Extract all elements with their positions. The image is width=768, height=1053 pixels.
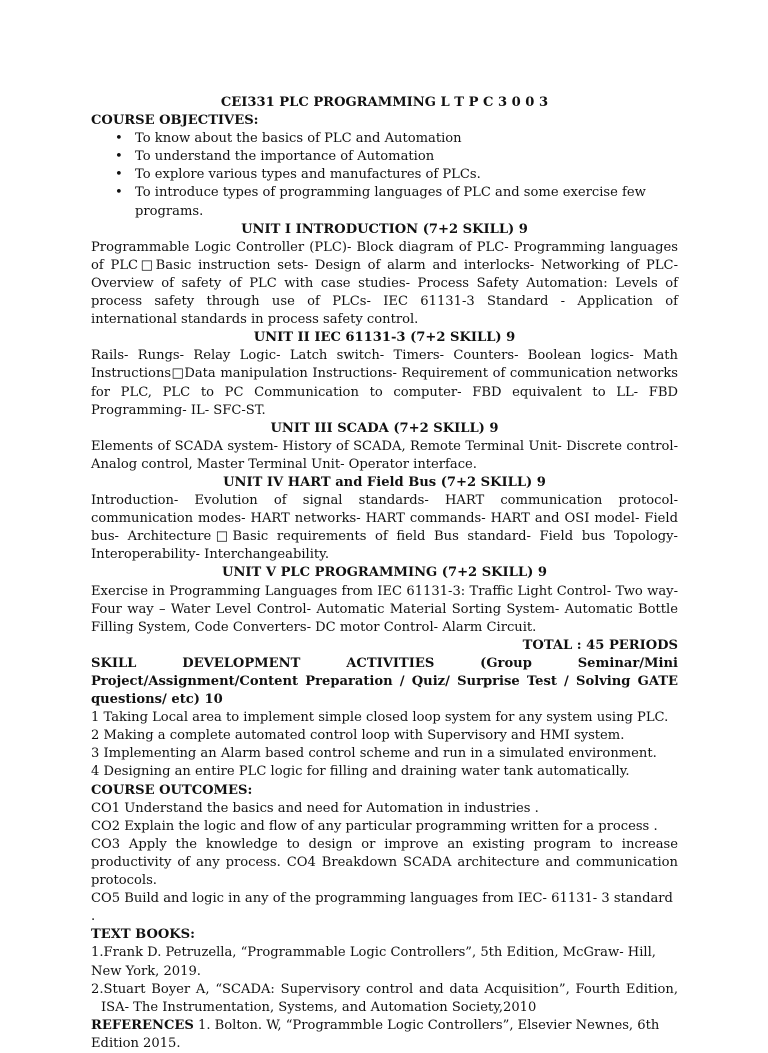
list-item: CO5 Build and logic in any of the programming languages from IEC- 61131- 3 standard .: [91, 891, 673, 925]
references-text: 1. Bolton. W, “Programmble Logic Controllers”, Elsevier Newnes, 6th Edition 2015.: [91, 1017, 660, 1051]
unit-body: Exercise in Programming Languages from IEC 61131-3: Traffic Light Control- Two way- Four way – Water Level Control- Automatic Material Sorting System- Automatic Bottle Filling System, Code Converters- DC motor Control- Alarm Circuit.: [91, 583, 678, 635]
list-item: 4 Designing an entire PLC logic for filling and draining water tank automatically.: [91, 764, 630, 780]
total-periods: TOTAL : 45 PERIODS: [522, 637, 678, 653]
list-item: 2 Making a complete automated control loop with Supervisory and HMI system.: [91, 728, 625, 744]
objectives-list: [91, 130, 678, 220]
list-item: CO3 Apply the knowledge to design or improve an existing program to increase productivity of any process. CO4 Breakdown SCADA architecture and communication protocols.: [91, 836, 678, 889]
references-label: REFERENCES: [91, 1017, 194, 1033]
unit-heading: UNIT III SCADA (7+2 SKILL) 9: [270, 420, 499, 436]
objectives-heading: COURSE OBJECTIVES:: [91, 113, 259, 129]
unit-body: Introduction- Evolution of signal standards- HART communication protocol- communication modes- HART networks- HART commands- HART and OSI model- Field bus- Architecture□Basic requirements of field Bus standard- Field bus Topology- Interoperability- Interchangeability.: [91, 493, 678, 563]
unit-heading: UNIT II IEC 61131-3 (7+2 SKILL) 9: [253, 330, 516, 346]
list-item: • To understand the importance of Automation: [135, 148, 678, 166]
list-item: • To introduce types of programming languages of PLC and some exercise few programs.: [135, 184, 678, 220]
list-item: CO1 Understand the basics and need for Automation in industries .: [91, 800, 539, 816]
course-title: CEI331 PLC PROGRAMMING L T P C 3 0 0 3: [220, 95, 549, 110]
skill-heading: SKILL DEVELOPMENT ACTIVITIES (Group Seminar/Mini Project/Assignment/Content Preparation / Quiz/ Surprise Test / Solving GATE questions/ etc) 10: [91, 655, 678, 708]
unit-body: Programmable Logic Controller (PLC)- Block diagram of PLC- Programming languages of PLC□Basic instruction sets- Design of alarm and interlocks- Networking of PLC- Overview of safety of PLC with case studies- Process Safety Automation: Levels of process safety through use of PLCs- IEC 61131-3 Standard - Application of international standards in process safety control.: [91, 239, 678, 328]
references: [91, 1017, 678, 1053]
unit-heading: UNIT I INTRODUCTION (7+2 SKILL) 9: [241, 221, 528, 237]
unit-body: Elements of SCADA system- History of SCADA, Remote Terminal Unit- Discrete control- Analog control, Master Terminal Unit- Operator interface.: [91, 438, 678, 472]
unit-heading: UNIT V PLC PROGRAMMING (7+2 SKILL) 9: [222, 565, 547, 581]
list-item: 1.Frank D. Petruzella, “Programmable Logic Controllers”, 5th Edition, McGraw- Hill, New York, 2019.: [91, 945, 656, 979]
outcomes-heading: COURSE OUTCOMES:: [91, 782, 253, 798]
list-item: 3 Implementing an Alarm based control scheme and run in a simulated environment.: [91, 746, 657, 762]
list-item: • To know about the basics of PLC and Automation: [135, 130, 678, 148]
unit-body: Rails- Rungs- Relay Logic- Latch switch- Timers- Counters- Boolean logics- Math Instructions□Data manipulation Instructions- Requirement of communication networks for PLC, PLC to PC Communication to computer- FBD equivalent to LL- FBD Programming- IL- SFC-ST.: [91, 348, 678, 418]
textbooks-heading: TEXT BOOKS:: [91, 927, 195, 943]
list-item: CO2 Explain the logic and flow of any particular programming written for a process .: [91, 818, 658, 834]
list-item: 2.Stuart Boyer A, “SCADA: Supervisory control and data Acquisition”, Fourth Edition, ISA- The Instrumentation, Systems, and Automation Society,2010: [91, 981, 678, 1015]
unit-heading: UNIT IV HART and Field Bus (7+2 SKILL) 9: [223, 474, 546, 490]
list-item: 1 Taking Local area to implement simple closed loop system for any system using PLC.: [91, 710, 669, 726]
list-item: • To explore various types and manufactures of PLCs.: [135, 166, 678, 184]
